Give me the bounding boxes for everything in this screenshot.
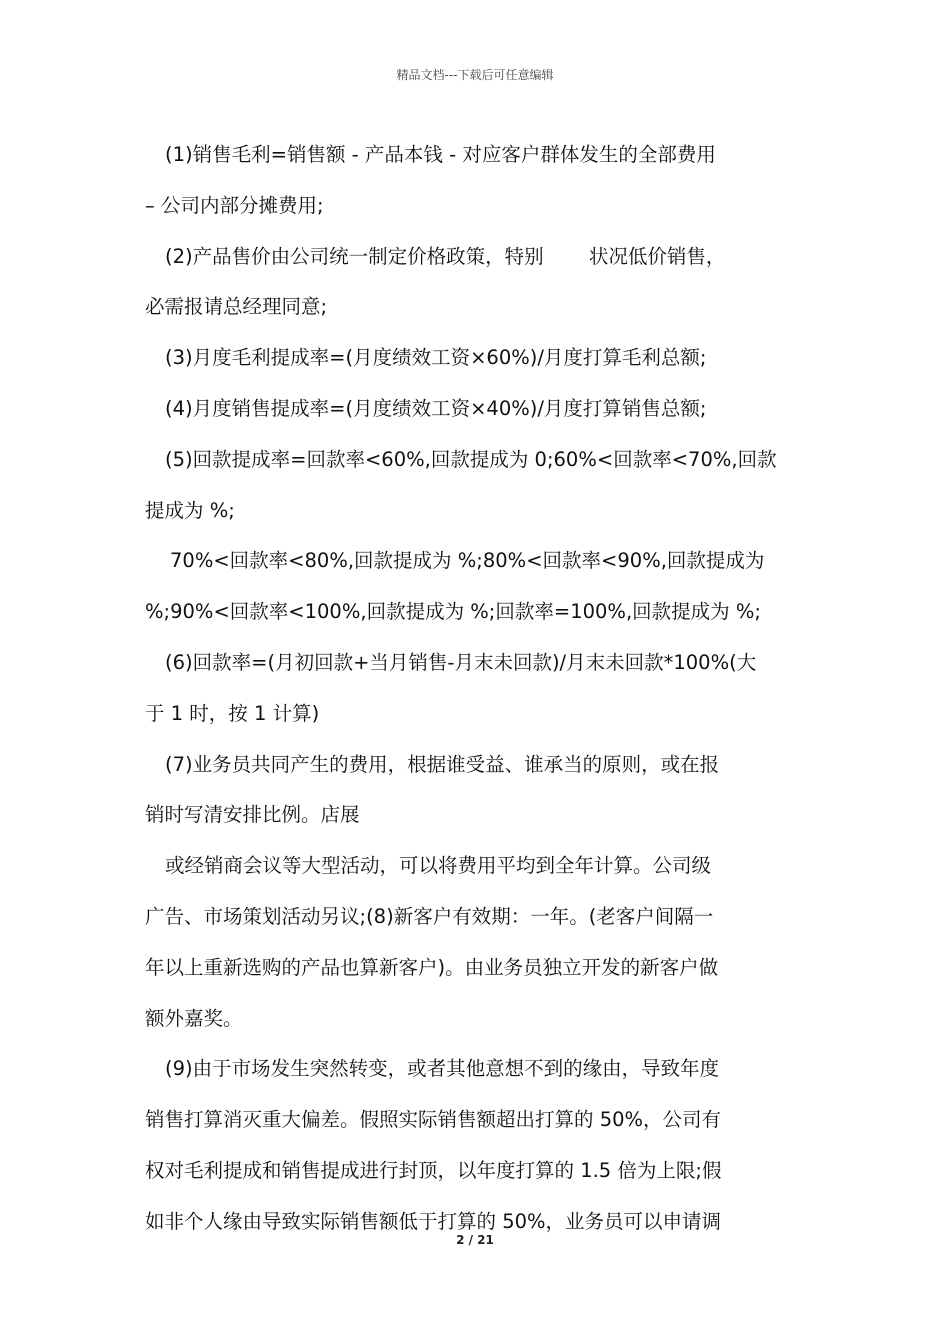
text-line: 必需报请总经理同意; [145,295,328,319]
text-line: 或经销商会议等大型活动，可以将费用平均到全年计算。公司级 [165,854,712,878]
text-line: 70%<回款率<80%,回款提成为 %;80%<回款率<90%,回款提成为 [170,549,765,573]
text-line: 于 1 时，按 1 计算) [145,701,320,725]
text-line: (1)销售毛利=销售额 - 产品本钱 - 对应客户群体发生的全部费用 [165,143,716,166]
text-line: (9)由于市场发生突然转变，或者其他意想不到的缘由，导致年度 [165,1057,720,1081]
text-line: 额外嘉奖。 [145,1006,243,1030]
text-line: – 公司内部分摊费用; [145,193,324,217]
text-line: 提成为 %; [145,498,235,522]
text-line: %;90%<回款率<100%,回款提成为 %;回款率=100%,回款提成为 %; [145,600,761,624]
page-number: 2 / 21 [456,1233,494,1247]
document-body [145,130,810,1248]
text-line: 如非个人缘由导致实际销售额低于打算的 50%，业务员可以申请调 [145,1209,722,1233]
text-line: (4)月度销售提成率=(月度绩效工资×40%)/月度打算销售总额; [165,396,707,420]
text-line: 广告、市场策划活动另议;(8)新客户有效期：一年。(老客户间隔一 [145,904,714,928]
text-line: 权对毛利提成和销售提成进行封顶，以年度打算的 1.5 倍为上限;假 [145,1158,722,1182]
text-line: 年以上重新选购的产品也算新客户)。由业务员独立开发的新客户做 [145,955,719,979]
page-header: 精品文档---下载后可任意编辑 [396,68,554,82]
text-line: (5)回款提成率=回款率<60%,回款提成为 0;60%<回款率<70%,回款 [165,447,777,471]
text-line: (6)回款率=(月初回款+当月销售-月末未回款)/月末未回款*100%(大 [165,650,757,674]
text-line: (3)月度毛利提成率=(月度绩效工资×60%)/月度打算毛利总额; [165,346,707,370]
text-line: (2)产品售价由公司统一制定价格政策，特别 状况低价销售， [165,244,726,268]
text-line: 销时写清安排比例。店展 [145,803,360,827]
text-line: 销售打算消灭重大偏差。假照实际销售额超出打算的 50%，公司有 [145,1108,722,1132]
text-line: (7)业务员共同产生的费用，根据谁受益、谁承当的原则，或在报 [165,752,720,776]
